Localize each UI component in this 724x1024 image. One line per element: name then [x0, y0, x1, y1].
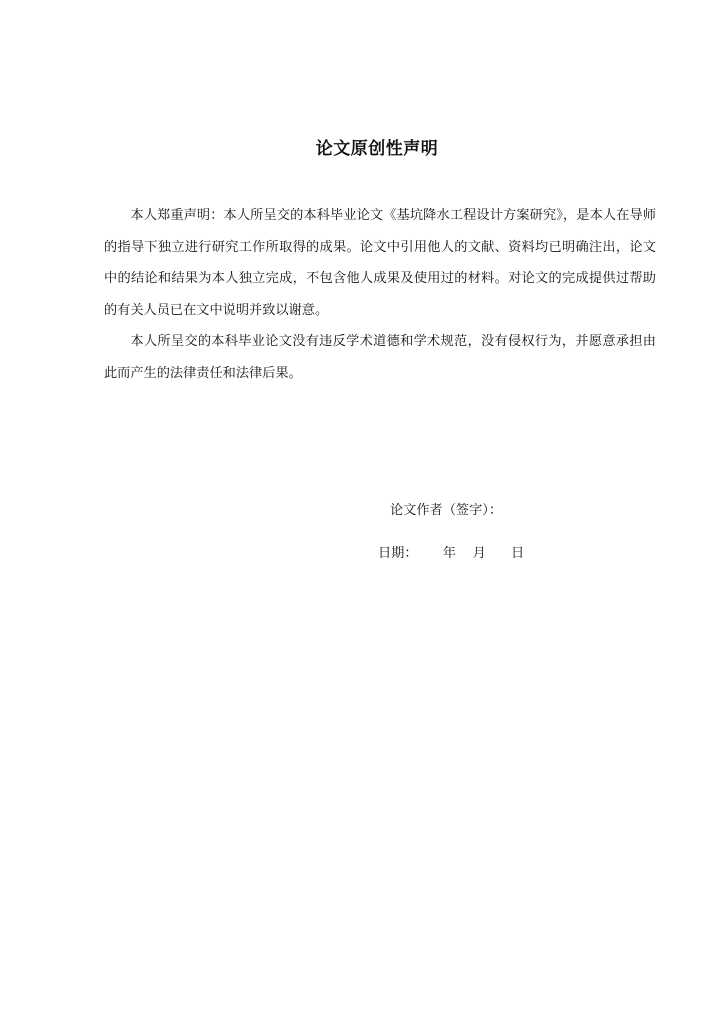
- signature-date-label: 日期： 年 月 日: [378, 546, 525, 561]
- declaration-paragraph-2: 本人所呈交的本科毕业论文没有违反学术道德和学术规范，没有侵权行为，并愿意承担由此而产生的法律责任和法律后果。: [104, 334, 656, 381]
- page-title: 论文原创性声明: [315, 139, 439, 159]
- author-signature-label: 论文作者（签字）：: [390, 503, 503, 518]
- declaration-paragraph-1: 本人郑重声明：本人所呈交的本科毕业论文《基坑降水工程设计方案研究》，是本人在导师的指导下独立进行研究工作所取得的成果。论文中引用他人的文献、资料均已明确注出，论文中的结论和结果为本人独立完成，不包含他人成果及使用过的材料。对论文的完成提供过帮助的有关人员已在文中说明并致以谢意。: [104, 208, 656, 318]
- declaration-body: [104, 200, 656, 389]
